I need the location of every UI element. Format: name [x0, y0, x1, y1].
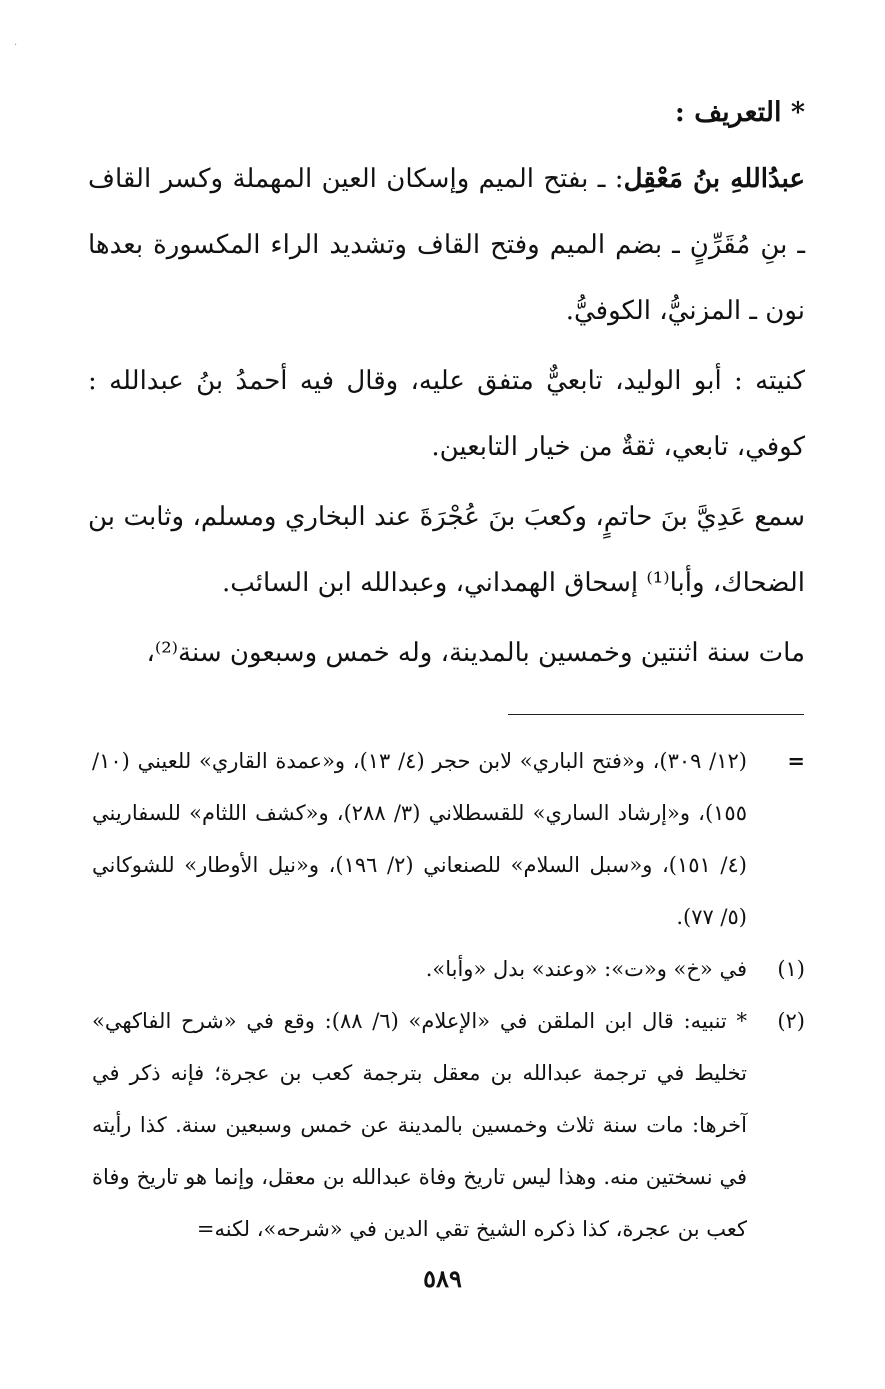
footnote-1	[92, 943, 805, 995]
footnote-text: في «خ» و«ت»: «وعند» بدل «وأبا».	[425, 957, 747, 981]
footnote-number: (١)	[777, 957, 805, 981]
footnote-number: =	[787, 748, 805, 773]
footnote-text: * تنبيه: قال ابن الملقن في «الإعلام» (٦/ ٨٨): وقع في «شرح الفاكهي» تخليط في ترجمة عبدالله بن معقل بترجمة كعب بن عجرة؛ فإنه ذكر في آخرها: مات سنة ثلاث وخمسين بالمدينة عن خمس وسبعين سنة. كذا رأيته في نسختين منه. وهذا ليس تاريخ وفاة عبدالله بن معقل، وإنما هو تاريخ وفاة كعب بن عجرة، كذا ذكره الشيخ تقي الدين في «شرحه»، لكنه=	[92, 1009, 747, 1241]
intro-paragraph	[88, 146, 805, 344]
death-paragraph: مات سنة اثنتين وخمسين بالمدينة، وله خمس وسبعون سنة⁽²⁾،	[146, 638, 805, 668]
section-heading: * التعريف :	[674, 97, 805, 128]
footnote-text: (١٢/ ٣٠٩)، و«فتح الباري» لابن حجر (٤/ ١٣)، و«عمدة القاري» للعيني (١٠/ ١٥٥)، و«إرشاد الساري» للقسطلاني (٣/ ٢٨٨)، و«كشف اللثام» للسفاريني (٤/ ١٥١)، و«سبل السلام» للصنعاني (٢/ ١٩٦)، و«نيل الأوطار» للشوكاني (٥/ ٧٧).	[92, 749, 747, 929]
margin-mark: ·	[14, 40, 18, 51]
footnote-2	[92, 995, 805, 1255]
page-number: ٥٨٩	[423, 1264, 462, 1293]
teachers-paragraph: سمع عَدِيَّ بنَ حاتمٍ، وكعبَ بنَ عُجْرَةَ عند البخاري ومسلم، وثابت بن الضحاك، وأبا⁽¹⁾ إسحاق الهمداني، وعبدالله ابن السائب.	[88, 502, 805, 598]
footnote-number: (٢)	[777, 1009, 805, 1033]
intro-text: : ـ بفتح الميم وإسكان العين المهملة وكسر القاف ـ بنِ مُقَرِّنٍ ـ بضم الميم وفتح القاف وتشديد الراء المكسورة بعدها نون ـ المزنيُّ، الكوفيُّ.	[88, 164, 805, 326]
narrator-name: عبدُاللهِ بنُ مَعْقِل	[623, 164, 805, 194]
footnote-divider	[508, 714, 804, 715]
footnote-continued	[92, 735, 805, 943]
kunya-paragraph: كنيته : أبو الوليد، تابعيٌّ متفق عليه، وقال فيه أحمدُ بنُ عبدالله : كوفي، تابعي، ثقةٌ من خيار التابعين.	[88, 366, 805, 462]
footnotes	[92, 735, 805, 1255]
main-text	[88, 88, 805, 686]
